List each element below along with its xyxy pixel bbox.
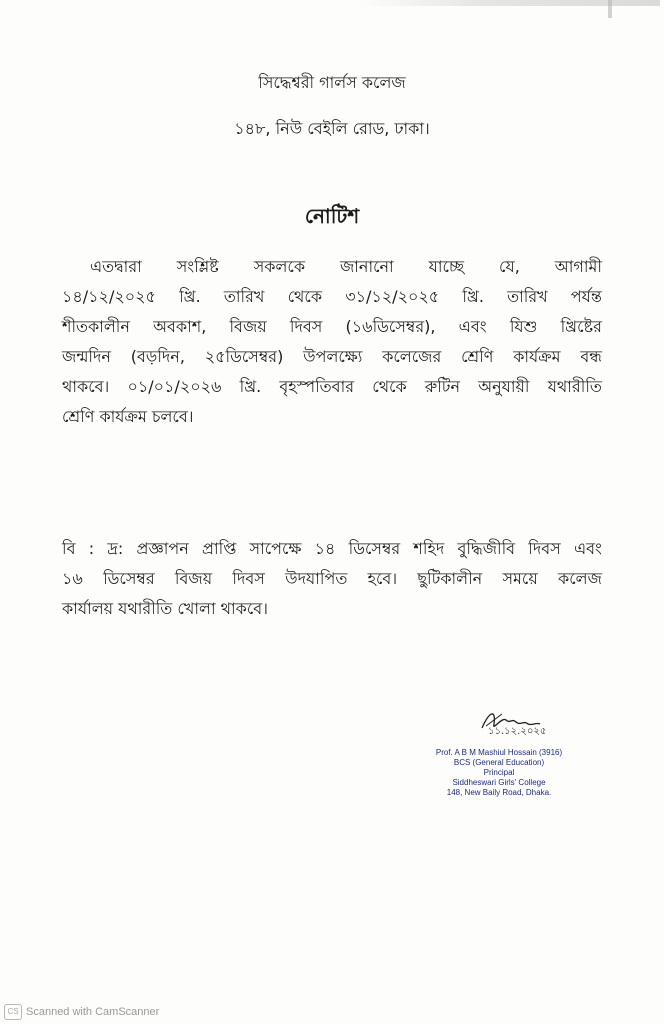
word: জানানো <box>339 257 394 276</box>
word: যাচ্ছে <box>428 257 465 276</box>
notice-paragraph-2 <box>62 534 602 624</box>
watermark-text: Scanned with CamScanner <box>26 1006 160 1018</box>
stamp-line: Siddheswari Girls' College <box>452 778 546 787</box>
stamp-line: Prof. A B M Mashiul Hossain (3916) <box>435 748 563 757</box>
scan-edge-shadow <box>360 0 660 6</box>
stamp-line: 148, New Baily Road, Dhaka. <box>446 788 552 797</box>
college-address: ১৪৮, নিউ বেইলি রোড, ঢাকা। <box>234 119 430 138</box>
paragraph-line: থাকবে। ০১/০১/২০২৬ খ্রি. বৃহস্পতিবার থেকে রুটিন অনুযায়ী যথারীতি <box>62 377 602 396</box>
scan-edge-mark <box>608 0 612 18</box>
camscanner-icon: CS <box>4 1004 22 1020</box>
scanner-watermark <box>4 1004 159 1020</box>
word: আগামী <box>554 257 602 276</box>
stamp-line: BCS (General Education) <box>453 758 545 767</box>
paragraph-line-last: শ্রেণি কার্যক্রম চলবে। <box>62 407 194 426</box>
word: যে, <box>498 257 520 276</box>
principal-stamp <box>412 748 586 798</box>
paragraph-line: বি : দ্র: প্রজ্ঞাপন প্রাপ্তি সাপেক্ষে ১৪ ডিসেম্বর শহিদ বুদ্ধিজীবি দিবস এবং <box>62 539 602 558</box>
signature-date: ১১.১২.২০২৫ <box>488 726 547 737</box>
word: এতদ্বারা <box>90 257 142 276</box>
paragraph-line <box>62 252 602 282</box>
paragraph-line-last: কার্যালয় যথারীতি খোলা থাকবে। <box>62 599 268 618</box>
word: সকলকে <box>253 257 306 276</box>
college-name: সিদ্ধেশ্বরী গার্লস কলেজ <box>258 73 406 92</box>
notice-title: নোটিশ <box>304 204 360 228</box>
paragraph-line: শীতকালীন অবকাশ, বিজয় দিবস (১৬ডিসেম্বর), এবং যিশু খ্রিষ্টের <box>62 317 602 336</box>
stamp-line: Principal <box>483 768 515 777</box>
paragraph-line: ১৬ ডিসেম্বর বিজয় দিবস উদযাপিত হবে। ছুটিকালীন সময়ে কলেজ <box>62 569 602 588</box>
notice-paragraph-1 <box>62 252 602 432</box>
paragraph-line: ১৪/১২/২০২৫ খ্রি. তারিখ থেকে ৩১/১২/২০২৫ খ্রি. তারিখ পর্যন্ত <box>62 287 602 306</box>
word: সংশ্লিষ্ট <box>176 257 219 276</box>
paragraph-line: জন্মদিন (বড়দিন, ২৫ডিসেম্বর) উপলক্ষ্যে কলেজের শ্রেণি কার্যক্রম বন্ধ <box>62 347 602 366</box>
